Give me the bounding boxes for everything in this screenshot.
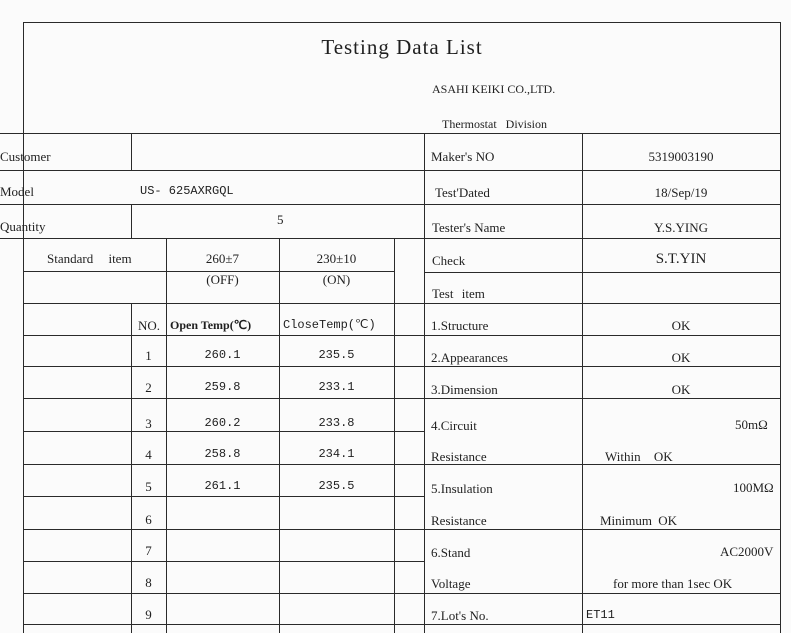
rule-below-customer	[0, 170, 781, 171]
rule-row-3	[23, 398, 781, 399]
tester-name-value: Y.S.YING	[654, 220, 708, 235]
row-no: 6	[145, 512, 152, 527]
rule-below-quantity	[0, 238, 781, 239]
makers-no-label: Maker's NO	[431, 149, 495, 164]
col-close-left	[279, 238, 280, 633]
lot-no-label: 7.Lot's No.	[431, 608, 489, 623]
circuit-resistance-label: Resistance	[431, 449, 487, 464]
insulation-result: Minimum OK	[600, 513, 678, 528]
company-name: ASAHI KEIKI CO.,LTD.	[432, 82, 556, 96]
stand-label: 6.Stand	[431, 545, 471, 560]
rule-row-5	[23, 464, 781, 465]
division-name: Thermostat Division	[442, 117, 547, 131]
structure-label: 1.Structure	[431, 318, 489, 333]
test-dated-value: 18/Sep/19	[654, 185, 708, 200]
row-close-temp: 233.1	[318, 380, 355, 394]
open-temp-header: Open Temp(℃)	[170, 318, 252, 332]
frame-left	[23, 22, 24, 633]
lot-no-value: ET11	[586, 608, 615, 622]
row-close-temp: 235.5	[318, 348, 355, 362]
frame-top	[23, 22, 781, 23]
stand-value: AC2000V	[720, 544, 774, 559]
page-title: Testing Data List	[321, 35, 483, 59]
stand-result: for more than 1sec OK	[613, 576, 733, 591]
frame-right	[780, 22, 781, 633]
row-no: 3	[145, 416, 152, 431]
row-no: 9	[145, 607, 152, 622]
row-close-temp: 234.1	[318, 447, 355, 461]
row-open-temp: 258.8	[204, 447, 241, 461]
row-close-temp: 233.8	[318, 416, 355, 430]
model-value: US- 625AXRGQL	[140, 184, 234, 198]
quantity-value: 5	[277, 212, 284, 227]
rule-below-check	[424, 272, 781, 273]
check-value: S.T.YIN	[655, 251, 707, 267]
rule-row-8	[23, 561, 425, 562]
rule-row-1	[23, 335, 781, 336]
open-standard-state: (OFF)	[206, 272, 239, 287]
row-open-temp: 261.1	[204, 479, 241, 493]
col-close-right	[394, 238, 395, 633]
row-open-temp: 260.2	[204, 416, 241, 430]
row-no: 5	[145, 479, 152, 494]
col-right-block	[424, 133, 425, 633]
makers-no-value: 5319003190	[648, 149, 714, 164]
col-customer-divider	[131, 133, 132, 171]
rule-row-7	[23, 529, 781, 530]
circuit-result: Within OK	[605, 449, 673, 464]
insulation-label: 5.Insulation	[431, 481, 493, 496]
customer-label: Customer	[0, 149, 51, 164]
standard-item-label: Standard item	[47, 251, 132, 266]
model-label: Model	[0, 184, 34, 199]
rule-row-9	[23, 593, 781, 594]
row-no: 7	[145, 543, 152, 558]
structure-result: OK	[671, 318, 691, 333]
dimension-result: OK	[671, 382, 691, 397]
row-no: 1	[145, 348, 152, 363]
insulation-value: 100MΩ	[733, 480, 774, 495]
appearances-label: 2.Appearances	[431, 350, 508, 365]
circuit-value: 50mΩ	[735, 417, 768, 432]
appearances-result: OK	[671, 350, 691, 365]
row-close-temp: 235.5	[318, 479, 355, 493]
rule-row-6	[23, 496, 425, 497]
circuit-label: 4.Circuit	[431, 418, 477, 433]
close-standard-state: (ON)	[322, 272, 351, 287]
row-no: 8	[145, 575, 152, 590]
tester-name-label: Tester's Name	[432, 220, 506, 235]
row-no: 4	[145, 447, 152, 462]
rule-row-2	[23, 366, 781, 367]
row-no: 2	[145, 380, 152, 395]
row-open-temp: 259.8	[204, 380, 241, 394]
rule-above-headers	[23, 303, 781, 304]
check-label: Check	[432, 253, 466, 268]
quantity-label: Quantity	[0, 219, 46, 234]
dimension-label: 3.Dimension	[431, 382, 498, 397]
close-standard-value: 230±10	[316, 251, 357, 266]
rule-below-model	[0, 204, 781, 205]
col-quantity-divider	[131, 204, 132, 239]
rule-row-10	[23, 624, 781, 625]
close-temp-header: CloseTemp(℃)	[283, 318, 376, 332]
row-open-temp: 260.1	[204, 348, 241, 362]
rule-row-4	[23, 431, 425, 432]
voltage-label: Voltage	[431, 576, 471, 591]
test-dated-label: Test'Dated	[435, 185, 490, 200]
insulation-resistance-label: Resistance	[431, 513, 487, 528]
col-open-left	[166, 238, 167, 633]
no-header: NO.	[138, 318, 161, 333]
open-standard-value: 260±7	[205, 251, 240, 266]
test-item-label: Test item	[432, 286, 485, 301]
rule-below-division	[0, 133, 781, 134]
